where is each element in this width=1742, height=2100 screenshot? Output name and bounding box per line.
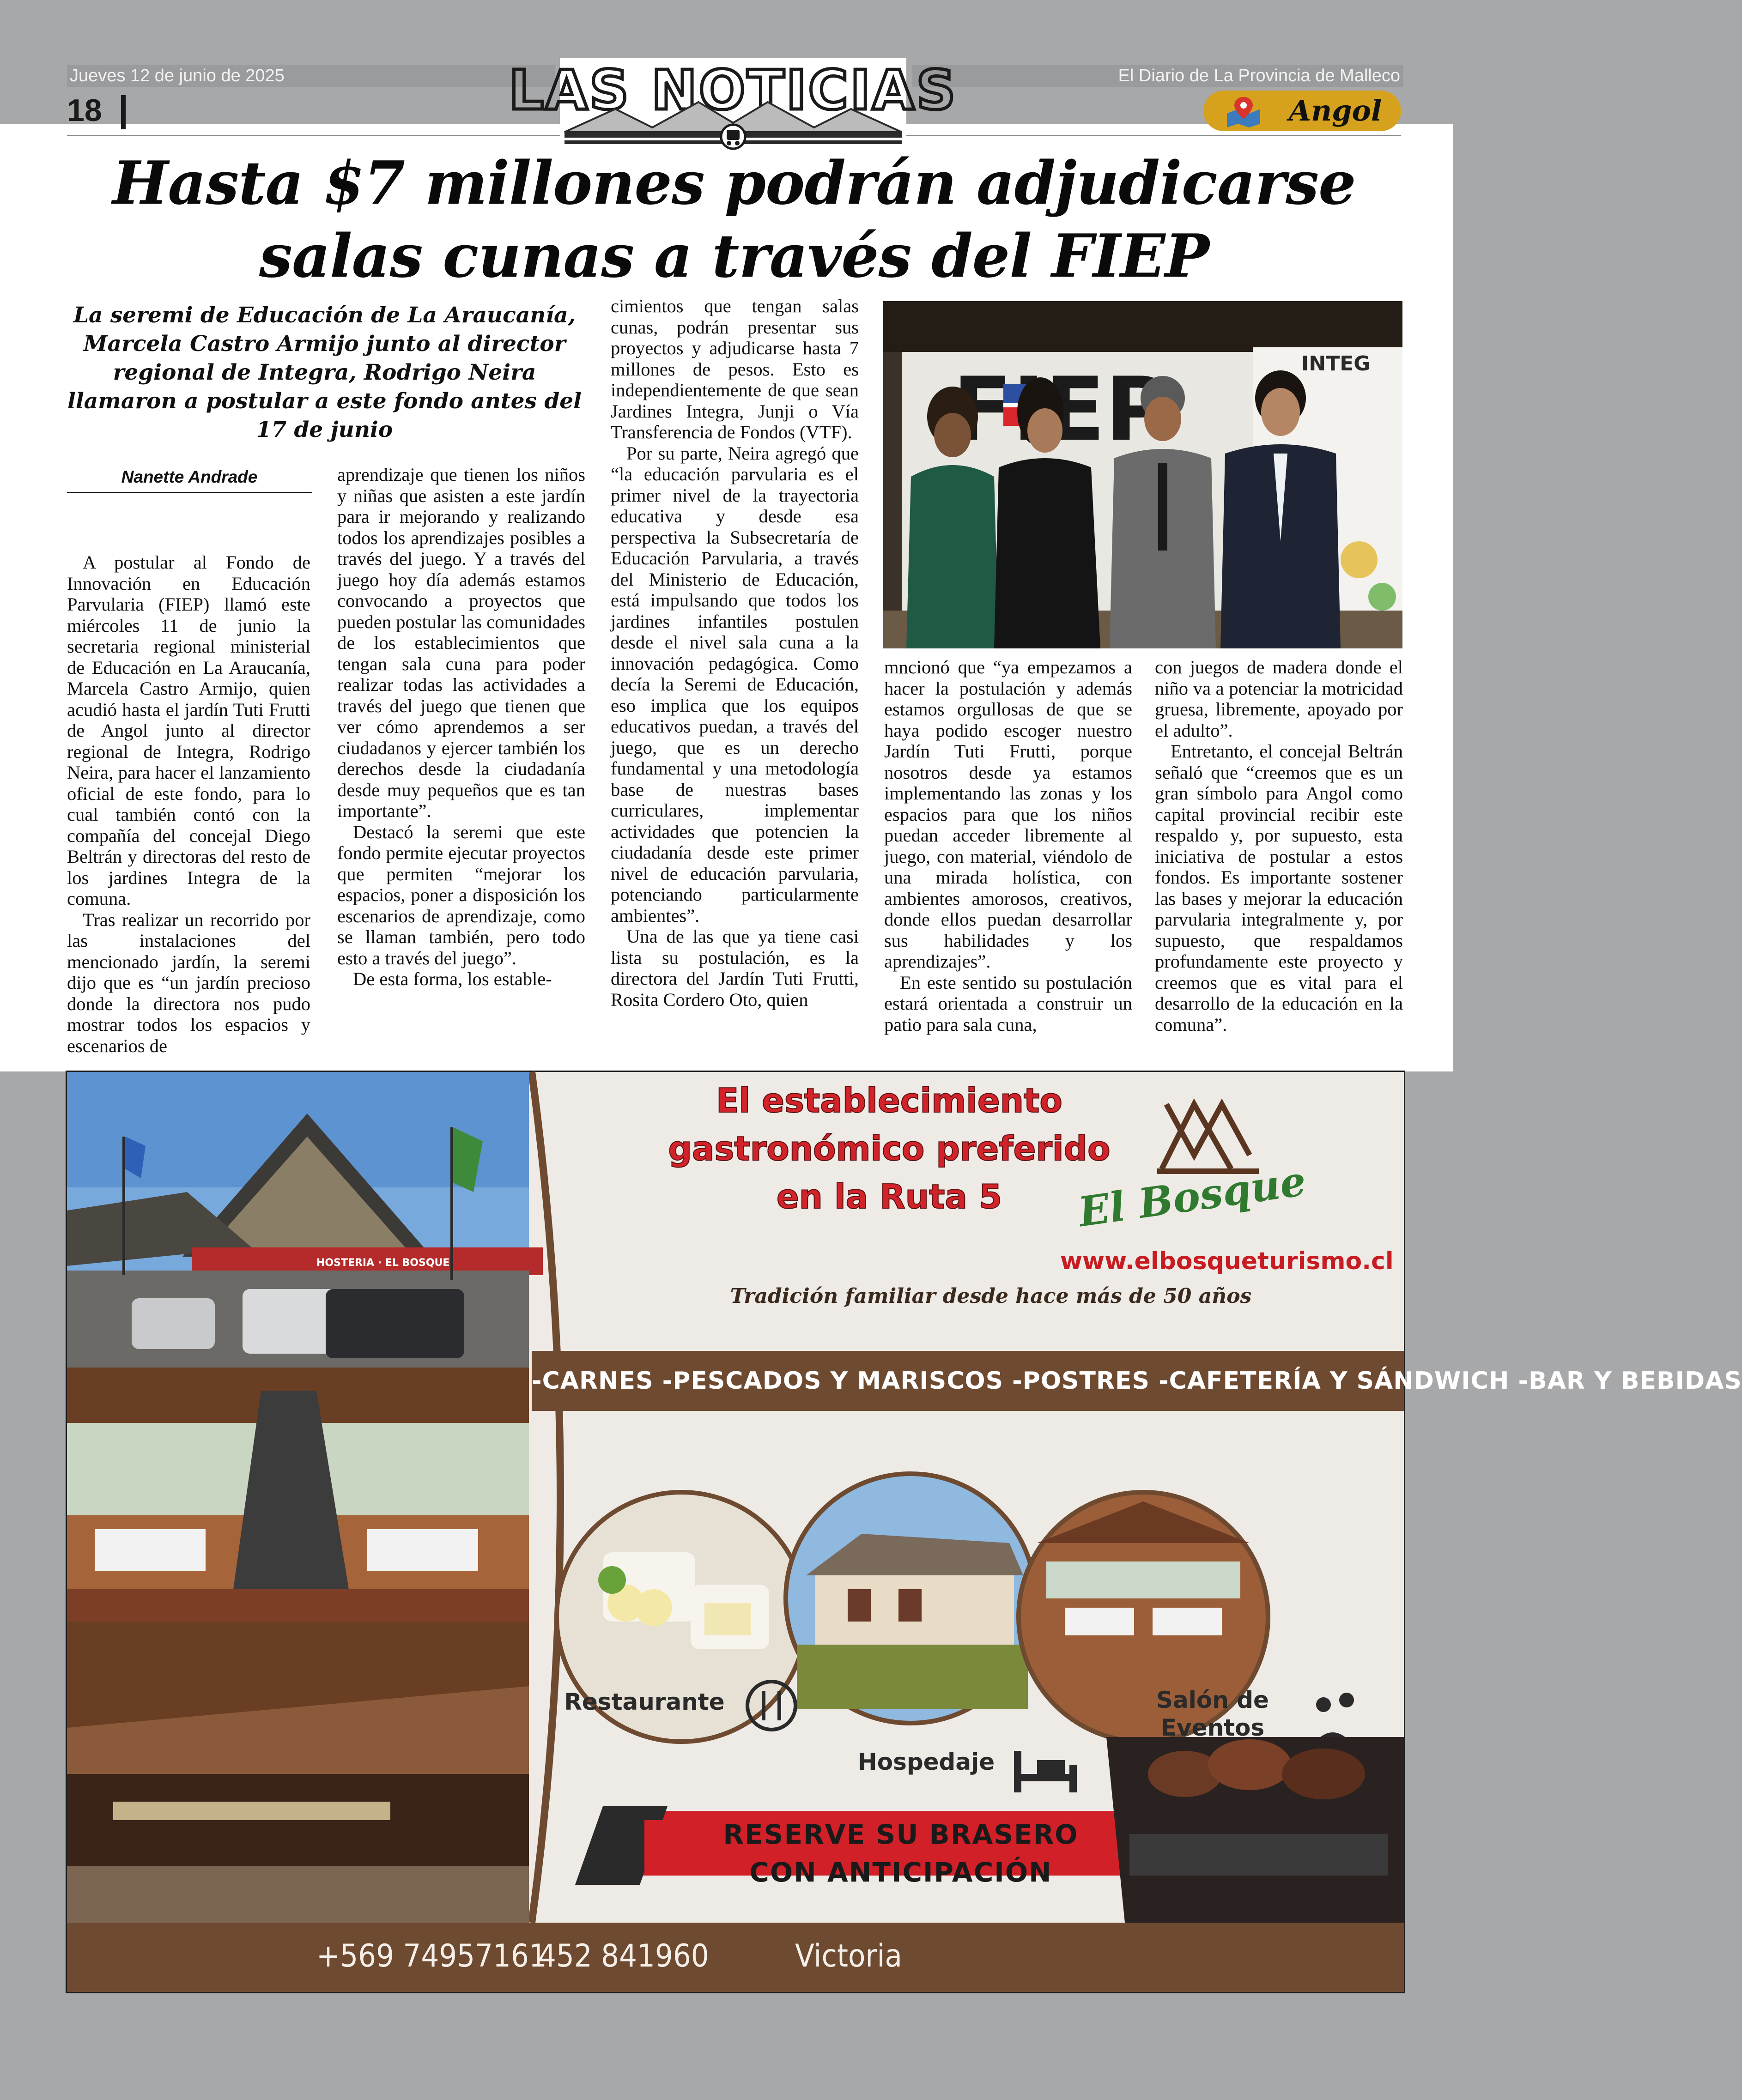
paragraph: con juegos de madera donde el niño va a potenciar la motricidad gruesa, libremente, apoyado por el adulto”. — [1155, 657, 1403, 741]
service-events-line-2: Eventos — [1160, 1714, 1265, 1741]
phone-fixed[interactable]: 452 841960 — [538, 1938, 709, 1974]
ad-website-link[interactable]: www.elbosqueturismo.cl — [1060, 1247, 1394, 1275]
page-number: 18 — [67, 93, 102, 128]
ad-headline-line-3: en la Ruta 5 — [776, 1177, 1002, 1216]
storefront-sign: HOSTERIA · EL BOSQUE — [316, 1257, 450, 1269]
ad-headline-line-1: El establecimiento — [716, 1081, 1062, 1120]
reserve-line-1: RESERVE SU BRASERO — [723, 1819, 1079, 1850]
headline — [67, 147, 1401, 293]
article-column-3 — [611, 296, 859, 1065]
paragraph: En este sentido su postulación estará orientada a construir un patio para sala cuna, — [884, 972, 1132, 1035]
header-tagline: El Diario de La Provincia de Malleco — [912, 65, 1403, 87]
article-column-5 — [1155, 657, 1403, 1063]
location-label: Victoria — [795, 1938, 902, 1974]
section-name: Angol — [1289, 94, 1382, 127]
banner-integra-text: INTEG — [1301, 352, 1371, 375]
paragraph: A postular al Fondo de Innovación en Educación Parvularia (FIEP) llamó este miércoles 11 de junio la secretaria regional ministerial de Educación en La Araucanía, Marcela Castro Armijo, quien acudió hasta el jardín Tuti Frutti de Angol junto al director regional de Integra, Rodrigo Neira, para hacer el lanzamiento oficial de este fondo, para lo cual también contó con la compañía del concejal Diego Beltrán y directoras del resto de los jardines Integra de la comuna. — [67, 552, 310, 909]
service-events — [1111, 1686, 1314, 1742]
service-restaurant: Restaurante — [564, 1688, 725, 1715]
reserve-line-2: CON ANTICIPACIÓN — [749, 1857, 1052, 1888]
ad-footer-band — [67, 1923, 1404, 1992]
service-hospedaje: Hospedaje — [857, 1749, 995, 1775]
paragraph: De esta forma, los estable- — [353, 968, 552, 989]
article-deck: La seremi de Educación de La Araucanía, Marcela Castro Armijo junto al director regional de Integra, Rodrigo Neira llamaron a postular a este fondo antes del 17 de junio — [67, 303, 582, 442]
ad-headline-line-2: gastronómico preferido — [668, 1129, 1111, 1168]
location-pin-icon — [1224, 95, 1263, 127]
brand-logo-text: El Bosque — [1075, 1156, 1309, 1236]
paragraph: Tras realizar un recorrido por las instalaciones del mencionado jardín, la seremi dijo que es “un jardín precioso donde la directora nos pudo mostrar todos los espacios y escenarios de — [67, 909, 310, 1056]
train-icon — [721, 125, 745, 149]
paragraph: aprendizaje que tienen los niños y niñas que asisten a este jardín para ir mejorando y realizando todos los aprendizajes posibles a través del juego. Y a través del juego hoy día además estamos convocando a proyectos que pueden postular las comunidades de los establecimientos que tengan sala cuna para poder realizar todas las actividades a través del juego que tienen que ver cómo aprendemos a ser ciudadanos y ejercer también los derechos desde la ciudadanía desde muy pequeños que es tan importante”. — [337, 464, 585, 821]
phone-mobile[interactable]: +569 74957161 — [316, 1938, 547, 1974]
headline-line-1: Hasta $7 millones podrán adjudicarse — [112, 149, 1356, 218]
paragraph: mncionó que “ya empezamos a hacer la postulación y además estamos orgullosas de que se haya podido escoger nuestro Jardín Tuti Frutti, porque nosotros desde ya estamos implementando las zonas y los espacios para que los niños puedan acceder libremente al juego, con material, viéndolo de una mirada holística, con ambientes amorosos, creativos, donde ellos puedan desarrollar sus habilidades y los aprendizajes”. — [884, 657, 1132, 972]
reserve-banner — [644, 1816, 1157, 1891]
paragraph: cimientos que tengan salas cunas, podrán presentar sus proyectos y adjudicarse hasta 7 millones de pesos. Esto es independientemente de que sean Jardines Integra, Junji o Vía Transferencia de Fondos (VTF). — [611, 296, 859, 442]
article-column-4 — [884, 657, 1132, 1063]
article-photo — [883, 301, 1402, 648]
article-column-2 — [337, 464, 585, 1065]
paragraph: Por su parte, Neira agregó que “la educación parvularia es el primer nivel de la trayectoria educativa y desde esa perspectiva la Subsecretaría de Educación Parvularia, a través del Ministerio de Educación, está impulsando que todos los jardines infantiles postulen desde el nivel sala cuna a la innovación pedagógica. Como decía la Seremi de Educación, eso implica que los equipos educativos puedan, a través del juego, que es un derecho fundamental y una metodología base de nuestras bases curriculares, implementar actividades que potencien la ciudadanía desde este primer nivel de educación parvularia, potenciando particularmente ambientes”. — [611, 442, 859, 926]
ad-tradition-line: Tradición familiar desde hace más de 50 años — [730, 1284, 1252, 1308]
headline-line-2: salas cunas a través del FIEP — [259, 222, 1209, 291]
paragraph: Destacó la seremi que este fondo permite ejecutar proyectos que permiten “mejorar los espacios, poner a disposición los escenarios de aprendizaje, como se llaman también, pero todo esto a través del juego”. — [337, 821, 585, 968]
page-number-divider — [121, 95, 126, 129]
lodging-photo — [786, 1474, 1035, 1723]
masthead-title: LAS NOTICIAS — [509, 58, 958, 122]
paragraph: Entretanto, el concejal Beltrán señaló que “creemos que es un gran símbolo para Angol como capital provincial recibir este respaldo y, por supuesto, esta iniciativa de postular a estos fondos. Es importante sostener las bases y mejorar la educación parvularia integralmente y, por supuesto, que respaldamos profundamente este proyecto y creemos que es vital para el desarrollo de la educación en la comuna”. — [1155, 741, 1403, 1035]
ad-headline — [658, 1077, 1120, 1221]
byline-rule — [67, 492, 312, 493]
ad-menu-band: -CARNES -PESCADOS Y MARISCOS -POSTRES -CAFETERÍA Y SÁNDWICH -BAR Y BEBIDAS — [532, 1351, 1404, 1411]
masthead-logo — [509, 58, 958, 151]
paragraph: Una de las que ya tiene casi lista su postulación, es la directora del Jardín Tuti Frutti, Rosita Cordero Oto, quien — [611, 926, 859, 1010]
header-date: Jueves 12 de junio de 2025 — [67, 65, 555, 87]
article-column-1 — [67, 552, 310, 1065]
service-events-line-1: Salón de — [1156, 1687, 1269, 1713]
byline: Nanette Andrade — [121, 467, 258, 486]
restaurant-advertisement — [66, 1071, 1742, 1993]
